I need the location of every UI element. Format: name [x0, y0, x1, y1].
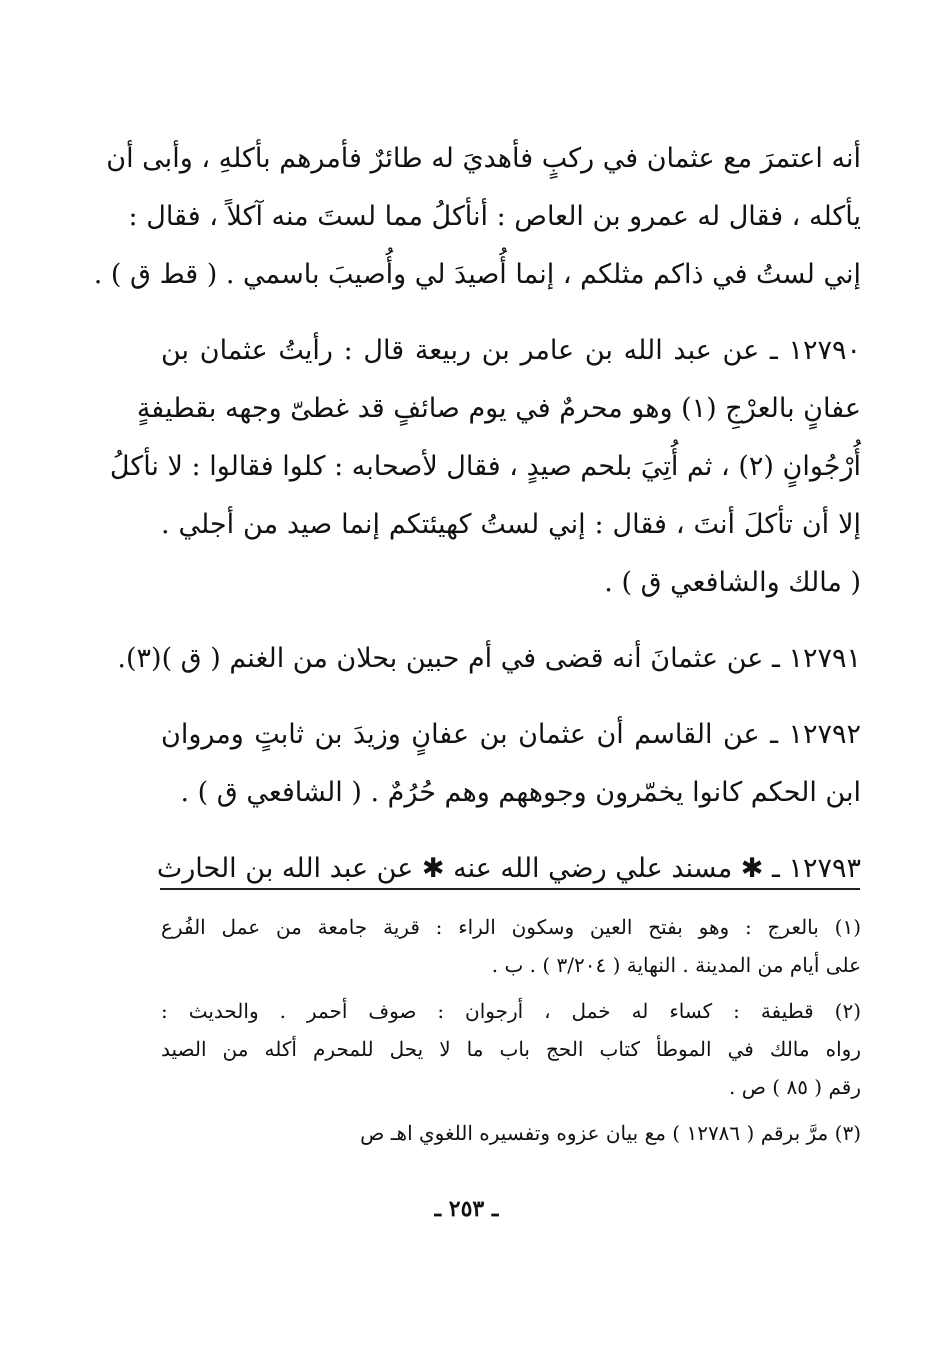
- footnote-1-line: (١) بالعرج : وهو بفتح العين وسكون الراء : قرية جامعة من عمل الفُرع: [161, 915, 861, 939]
- page-number: ـ ٢٥٣ ـ: [434, 1196, 499, 1222]
- footnotes: [161, 908, 861, 1152]
- footnote-separator: [160, 888, 860, 890]
- hadith-12793-line: ١٢٧٩٣ ـ ✱ مسند علي رضي الله عنه ✱ عن عبد الله بن الحارث: [156, 853, 861, 884]
- text-line: أنه اعتمرَ مع عثمان في ركبٍ فأهديَ له طائرٌ فأمرهم بأكلهِ ، وأبى أن: [106, 143, 861, 174]
- hadith-12790-line: ( مالك والشافعي ق ) .: [604, 567, 861, 598]
- footnote-2-line: رقم ( ٨٥ ) ص .: [729, 1075, 861, 1099]
- hadith-12792-line: ١٢٧٩٢ ـ عن القاسم أن عثمان بن عفانٍ وزيدَ بن ثابتٍ ومروان: [161, 719, 861, 750]
- hadith-12792-line: ابن الحكم كانوا يخمّرون وجوههم وهم حُرُمٌ . ( الشافعي ق ) .: [180, 777, 861, 808]
- text-line: يأكله ، فقال له عمرو بن العاص : أنأكلُ مما لستَ منه آكلاً ، فقال :: [128, 201, 861, 232]
- footnote-3-line: (٣) مرَّ برقم ( ١٢٧٨٦ ) مع بيان عزوه وتفسيره اللغوي اهـ ص: [360, 1121, 861, 1145]
- main-text: [93, 130, 861, 898]
- footnote-2-line: رواه مالك في الموطأ كتاب الحج باب ما لا يحل للمحرم أكله من الصيد: [161, 1037, 861, 1061]
- hadith-12790-line: عفانٍ بالعرْجِ (١) وهو محرمٌ في يوم صائفٍ قد غطىّ وجهه بقطيفةٍ: [136, 393, 861, 424]
- footnote-2-line: (٢) قطيفة : كساء له خمل ، أرجوان : صوف أحمر . والحديث :: [161, 999, 861, 1023]
- footnote-1-line: على أيام من المدينة . النهاية ( ٣/٢٠٤ ) . ب .: [491, 953, 861, 977]
- hadith-12790-line: إلا أن تأكلَ أنتَ ، فقال : إني لستُ كهيئتكم إنما صيد من أجلي .: [161, 509, 861, 540]
- hadith-12790-line: ١٢٧٩٠ ـ عن عبد الله بن عامر بن ربيعة قال : رأيتُ عثمان بن: [161, 335, 861, 366]
- hadith-12790-line: أُرْجُوانٍ (٢) ، ثم أُتِيَ بلحم صيدٍ ، فقال لأصحابه : كلوا فقالوا : لا نأكلُ: [109, 451, 861, 482]
- text-line: إني لستُ في ذاكم مثلكم ، إنما أُصيدَ لي وأُصيبَ باسمي . ( قط ق ) .: [93, 259, 861, 290]
- hadith-12791-line: ١٢٧٩١ ـ عن عثمانَ أنه قضى في أم حبين بحلان من الغنم ( ق )(٣).: [117, 643, 861, 674]
